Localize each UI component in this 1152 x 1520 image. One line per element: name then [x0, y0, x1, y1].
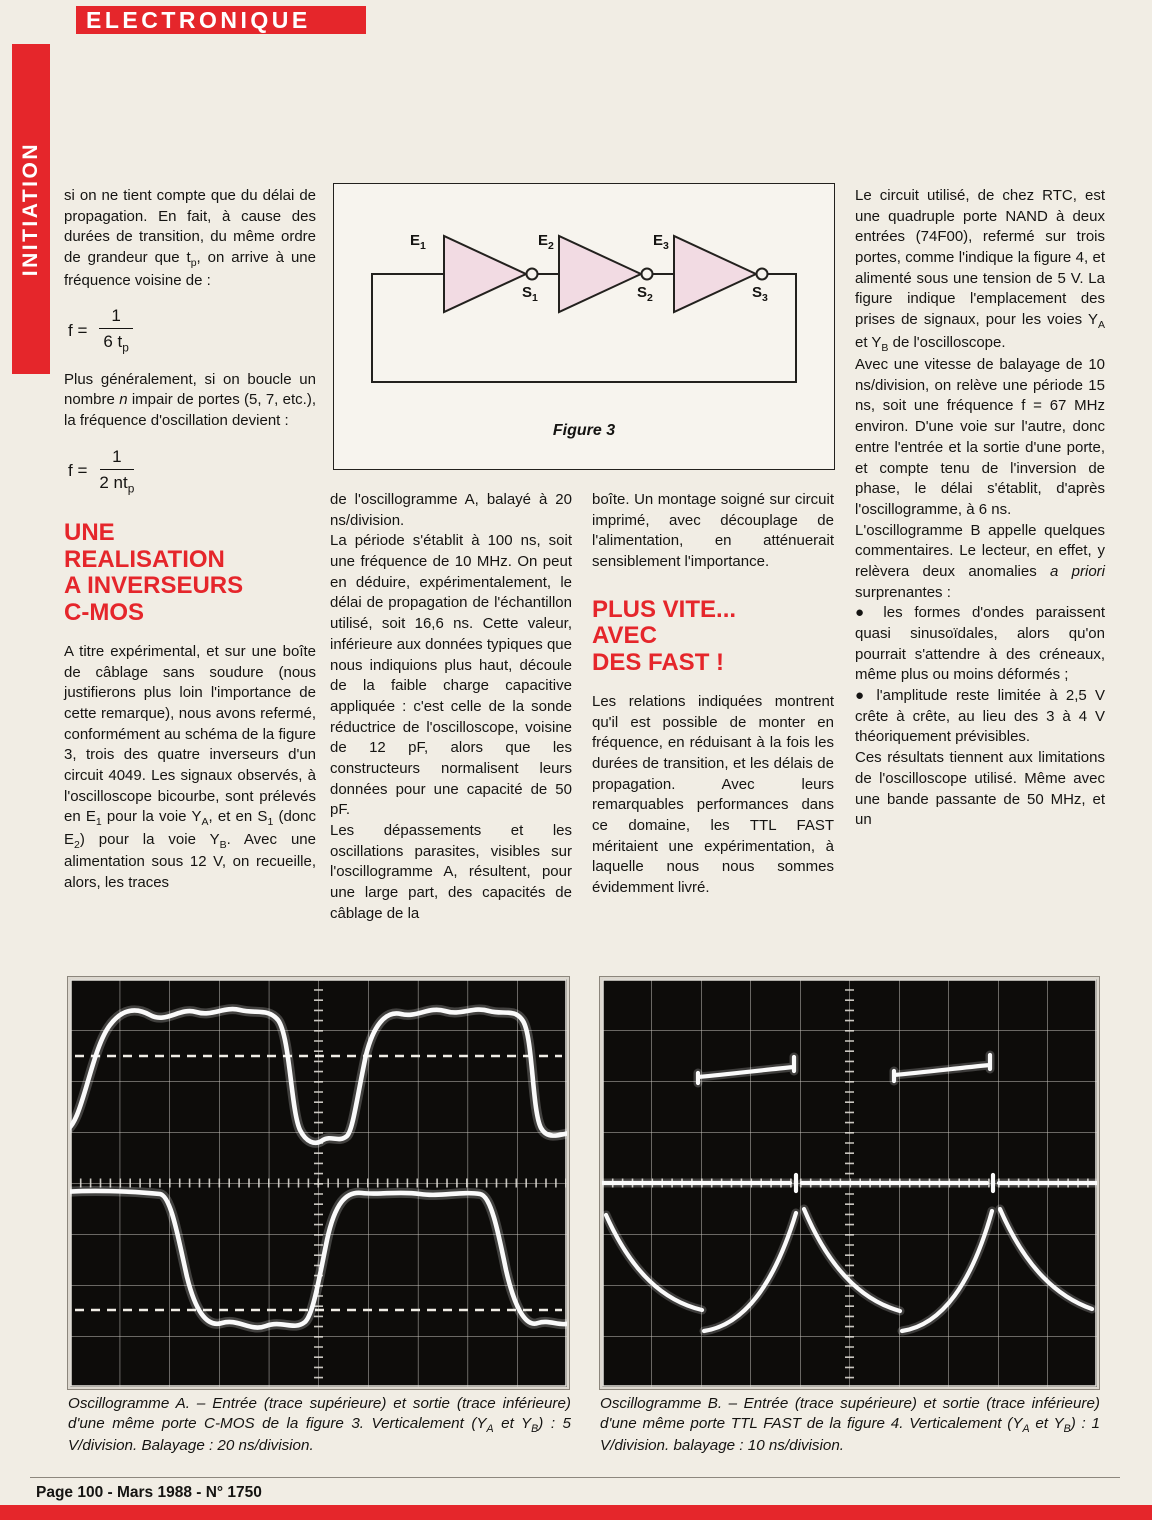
oscillogram-a-photo [68, 977, 569, 1389]
inverter-gate-2 [559, 236, 641, 312]
formula-frequency-6tp [68, 305, 316, 356]
paragraph: Ces résultats tiennent aux limitations de l'oscilloscope utilisé. Même avec une bande passante de 50 MHz, et un [855, 749, 1105, 829]
gate-output-label-s2: $S_2$ [637, 284, 653, 304]
section-banner [76, 6, 366, 34]
fraction-numerator: 1 [100, 446, 133, 470]
gate-output-label-s3: $S_3$ [752, 284, 768, 304]
paragraph: si on ne tient compte que du délai de propagation. En fait, à cause des durées de transition, du même ordre de grandeur que $t_p$, on arrive à une fréquence voisine de : [64, 187, 316, 289]
oscillogram-b-photo [600, 977, 1099, 1389]
paragraph: boîte. Un montage soigné sur circuit imprimé, avec découplage de l'alimentation, en atténuerait sensiblement l'importance. [592, 491, 834, 571]
gate-output-label-s1: $S_1$ [522, 284, 538, 304]
oscillogram-b-svg [602, 979, 1097, 1387]
bottom-red-bar [0, 1505, 1152, 1520]
paragraph: Le circuit utilisé, de chez RTC, est une quadruple porte NAND à deux entrées (74F00), refermé sur trois portes, comme l'indique la figure 4, et alimenté sous une tension de 5 V. La figure indique l'emplacement des prises de signaux, pour les voies $Y_A$ et $Y_B$ de l'oscilloscope. [855, 187, 1105, 354]
fraction-denominator: 6 $t_p$ [103, 332, 129, 355]
heading-plus-vite-fast: PLUS VITE... AVEC DES FAST ! [592, 595, 737, 676]
paragraph: L'oscillogramme B appelle quelques commentaires. Le lecteur, en effet, y relèvera deux anomalies a priori surprenantes : [855, 521, 1106, 601]
fraction [99, 446, 134, 497]
formula-lhs: f = [68, 461, 88, 481]
gate-input-label-e2: $E_2$ [538, 232, 554, 252]
output-node-s2 [642, 269, 653, 280]
oscillogram-b-caption: Oscillogramme B. – Entrée (trace supérieure) et sortie (trace inférieure) d'une même porte TTL FAST de la figure 4. Verticalement ($Y_A$ et $Y_B$) : 1 V/division. balayage : 10 ns/division. [600, 1395, 1100, 1455]
formula-lhs: f = [68, 320, 88, 340]
column-3 [592, 490, 834, 899]
formula-frequency-2ntp [68, 446, 316, 497]
inverter-gates [444, 236, 756, 312]
figure3-diagram [333, 183, 835, 470]
paragraph: A titre expérimental, et sur une boîte de câblage sans soudure (nous justifierons plus loin l'importance de cette remarque), nous avons refermé, conformément au schéma de la figure 3, trois des quatre inverseurs d'un circuit 4049. Les signaux observés, à l'oscilloscope bicourbe, sont prélevés en $E_1$ pour la voie $Y_A$, et en $S_1$ (donc $E_2$) pour la voie $Y_B$. Avec une alimentation sous 12 V, on recueille, alors, les traces [64, 642, 316, 892]
paragraph: de l'oscillogramme A, balayé à 20 ns/division. [330, 491, 572, 529]
fraction [99, 305, 132, 356]
column-1 [64, 186, 316, 894]
paragraph: Plus généralement, si on boucle un nombre n impair de portes (5, 7, etc.), la fréquence d'oscillation devient : [64, 370, 317, 430]
column-4 [855, 186, 1105, 831]
bullet-item: ● l'amplitude reste limitée à 2,5 V crête à crête, au lieu des 3 à 4 V théoriquement prévisibles. [855, 687, 1105, 746]
inverter-gate-3 [674, 236, 756, 312]
gate-input-label-e1: $E_1$ [410, 232, 426, 252]
initiation-strip-label: INITIATION [19, 141, 42, 277]
paragraph: La période s'établit à 100 ns, soit une fréquence de 10 MHz. On peut en déduire, expérimentalement, le délai de propagation de l'échantillon utilisé, soit 16,6 ns. Cette valeur, inférieure aux données typiques que nous indiquions plus haut, découle de la faible charge capacitive appliquée : c'est celle de la sonde réductrice de l'oscilloscope, voisine de 12 pF, alors que les constructeurs normalisent leurs données pour une capacité de 50 pF. [330, 532, 572, 819]
fraction-numerator: 1 [99, 305, 132, 329]
fraction-denominator: 2 $nt_p$ [99, 473, 135, 496]
output-node-s3 [757, 269, 768, 280]
bullet-item: ● les formes d'ondes paraissent quasi sinusoïdales, alors qu'on pourrait s'attendre à des créneaux, même plus ou moins déformés ; [855, 604, 1105, 684]
oscillogram-a-svg [70, 979, 567, 1387]
output-node-s1 [527, 269, 538, 280]
figure3-caption: Figure 3 [552, 422, 616, 439]
inverter-gate-1 [444, 236, 526, 312]
paragraph: Avec une vitesse de balayage de 10 ns/division, on relève une période 15 ns, soit une fréquence f = 67 MHz environ. D'une voie sur l'autre, donc entre l'entrée et la sortie d'une porte, et compte tenu de l'inversion de phase, le délai s'établit, d'après l'oscillogramme, à 6 ns. [855, 356, 1105, 518]
column-2 [330, 490, 572, 924]
section-banner-label: ELECTRONIQUE [86, 6, 311, 33]
initiation-strip [12, 44, 50, 374]
oscillogram-a-caption: Oscillogramme A. – Entrée (trace supérieure) et sortie (trace inférieure) d'une même porte C-MOS de la figure 3. Verticalement ($Y_A$ et $Y_B$) : 5 V/division. Balayage : 20 ns/division. [68, 1395, 572, 1455]
page-footer: Page 100 - Mars 1988 - N° 1750 [36, 1484, 262, 1501]
paragraph: Les dépassements et les oscillations parasites, visibles sur l'oscillogramme A, résultent, pour une large part, des capacités de câblage de la [330, 822, 572, 922]
heading-realisation-cmos: UNE REALISATION A INVERSEURS C-MOS [64, 519, 244, 626]
paragraph: Les relations indiquées montrent qu'il est possible de monter en fréquence, en réduisant à la fois les durées de transition, et les délais de propagation. Avec leurs remarquables performances dans ce domaine, les TTL FAST méritaient une expérimentation, à laquelle nous nous sommes évidemment livré. [592, 692, 834, 897]
footer-rule [30, 1477, 1120, 1478]
gate-input-label-e3: $E_3$ [653, 232, 669, 252]
